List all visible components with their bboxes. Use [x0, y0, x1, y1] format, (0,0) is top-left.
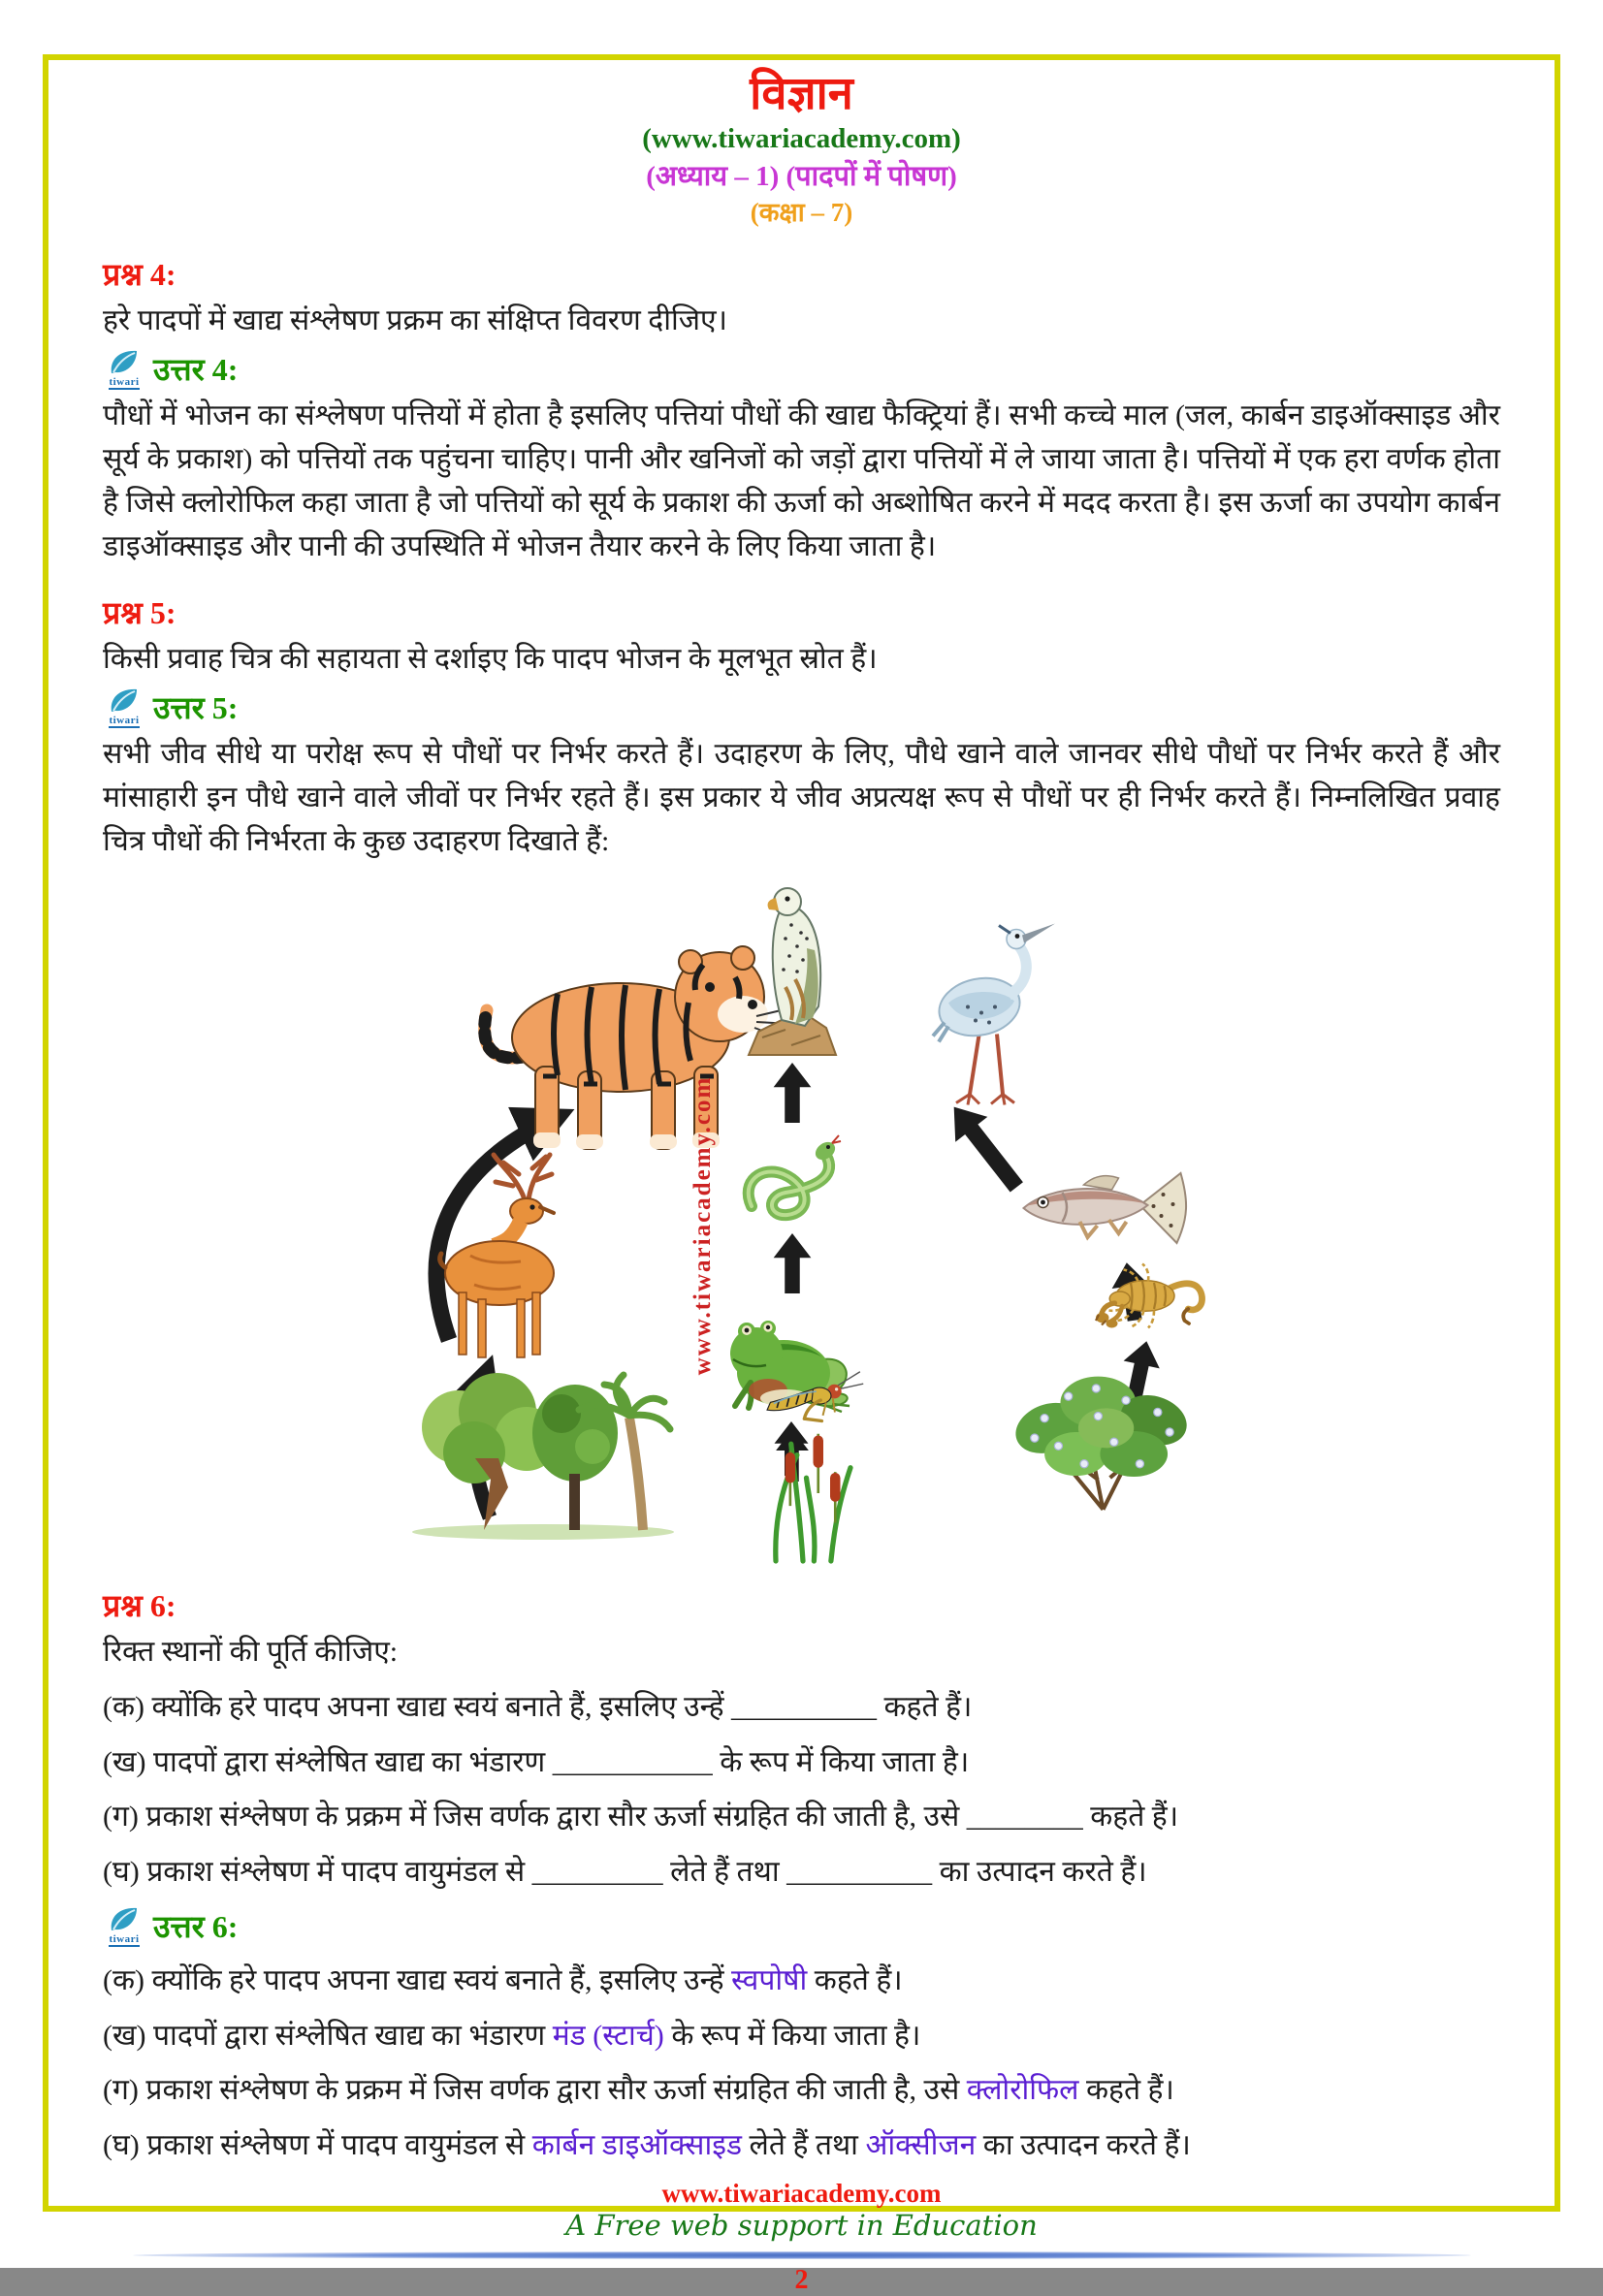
question-4-heading: प्रश्न 4:: [103, 257, 176, 293]
trees-icon: [402, 1357, 684, 1542]
answer-6-label: उत्तर 6:: [153, 1909, 239, 1945]
header: [103, 68, 1500, 230]
food-chain-diagram: [393, 882, 1266, 1561]
class-label: (कक्षा – 7): [750, 198, 853, 228]
question-5-heading: प्रश्न 5:: [103, 595, 176, 631]
page-number: 2: [794, 2265, 809, 2296]
footer-tagline: A Free web support in Education: [565, 2209, 1038, 2243]
answer-5-heading: [103, 686, 1500, 728]
question-6-heading: प्रश्न 6:: [103, 1588, 176, 1624]
answer-6-item-b: (ख) पादपों द्वारा संश्लेषित खाद्य का भंडारण मंड (स्टार्च) के रूप में किया जाता है।: [103, 2019, 921, 2052]
leaf-icon: [108, 1905, 141, 1934]
fish-icon: [1013, 1162, 1193, 1254]
arrow-up-icon: [773, 1063, 812, 1123]
flowering-shrub-icon: [999, 1348, 1207, 1517]
answer-5-label: उत्तर 5:: [153, 690, 239, 726]
answer-6-item-c: (ग) प्रकाश संश्लेषण के प्रक्रम में जिस वर्णक द्वारा सौर ऊर्जा संग्रहित की जाती है, उसे क्लोरोफिल कहते हैं।: [103, 2074, 1174, 2107]
question-6-item-b: (ख) पादपों द्वारा संश्लेषित खाद्य का भंडारण ___________ के रूप में किया जाता है।: [103, 1745, 970, 1778]
deer-icon: [432, 1149, 611, 1362]
water-plants-icon: [742, 1425, 878, 1561]
question-5-text: किसी प्रवाह चित्र की सहायता से दर्शाइए कि पादप भोजन के मूलभूत स्रोत हैं।: [103, 643, 878, 676]
scorpion-icon: [1076, 1251, 1232, 1338]
arrow-up-icon: [773, 1233, 812, 1293]
answer-6-item-a: (क) क्योंकि हरे पादप अपना खाद्य स्वयं बनाते हैं, इसलिए उन्हें स्वपोषी कहते हैं।: [103, 1964, 903, 1997]
watermark: www.tiwariacademy.com: [689, 1076, 716, 1376]
grasshopper-icon: [713, 1365, 907, 1425]
answer-4-heading: [103, 348, 1500, 390]
question-6-item-a: (क) क्योंकि हरे पादप अपना खाद्य स्वयं बनाते हैं, इसलिए उन्हें __________ कहते हैं।: [103, 1691, 973, 1724]
leaf-icon: [108, 348, 141, 377]
question-6-intro: रिक्त स्थानों की पूर्ति कीजिए:: [103, 1636, 399, 1669]
page-content: [48, 60, 1555, 2296]
answer-6-item-d: (घ) प्रकाश संश्लेषण में पादप वायुमंडल से कार्बन डाइऑक्साइड लेते हैं तथा ऑक्सीजन का उत्पादन करते हैं।: [103, 2128, 1191, 2161]
tiwari-logo-icon: tiwari: [103, 686, 145, 728]
answer-4-text: पौधों में भोजन का संश्लेषण पत्तियों में होता है इसलिए पत्तियां पौधों की खाद्य फैक्ट्रियां हैं। सभी कच्चे माल (जल, कार्बन डाइऑक्साइड और सूर्य के प्रकाश) को पत्तियों तक पहुंचना चाहिए। पानी और खनिजों को जड़ों द्वारा पत्तियों में ले जाया जाता है। पत्तियों में एक हरा वर्णक होता है जिसे क्लोरोफिल कहा जाता है जो पत्तियों को सूर्य के प्रकाश की ऊर्जा को अब्शोषित करने में मदद करता है। इस ऊर्जा का उपयोग कार्बन डाइऑक्साइड और पानी की उपस्थिति में भोजन तैयार करने के लिए किया जाता है।: [103, 399, 1500, 563]
footer-site-link: www.tiwariacademy.com: [661, 2179, 942, 2209]
heron-icon: [912, 911, 1062, 1110]
footer-divider: [133, 2251, 1471, 2259]
site-link: (www.tiwariacademy.com): [642, 123, 961, 155]
chapter-title: (अध्याय – 1) (पादपों में पोषण): [646, 161, 957, 193]
tiwari-logo-icon: tiwari: [103, 1905, 145, 1947]
eagle-icon: [727, 882, 858, 1057]
question-6-item-c: (ग) प्रकाश संश्लेषण के प्रक्रम में जिस वर्णक द्वारा सौर ऊर्जा संग्रहित की जाती है, उसे ________ कहते हैं।: [103, 1801, 1179, 1834]
question-6-item-d: (घ) प्रकाश संश्लेषण में पादप वायुमंडल से _________ लेते हैं तथा __________ का उत्पादन करते हैं।: [103, 1855, 1147, 1888]
leaf-icon: [108, 686, 141, 716]
tiwari-logo-icon: tiwari: [103, 348, 145, 390]
answer-5-text: सभी जीव सीधे या परोक्ष रूप से पौधों पर निर्भर करते हैं। उदाहरण के लिए, पौधे खाने वाले जानवर सीधे पौधों पर निर्भर करते हैं और मांसाहारी इन पौधे खाने वाले जीवों पर निर्भर रहते हैं। इस प्रकार ये जीव अप्रत्यक्ष रूप से पौधों पर ही निर्भर करते हैं। निम्नलिखित प्रवाह चित्र पौधों की निर्भरता के कुछ उदाहरण दिखाते हैं:: [103, 738, 1500, 858]
question-4-text: हरे पादपों में खाद्य संश्लेषण प्रक्रम का संक्षिप्त विवरण दीजिए।: [103, 304, 727, 337]
answer-4-label: उत्तर 4:: [153, 352, 239, 388]
page-title: विज्ञान: [750, 69, 853, 119]
answer-6-heading: [103, 1905, 1500, 1947]
snake-icon: [727, 1127, 868, 1228]
